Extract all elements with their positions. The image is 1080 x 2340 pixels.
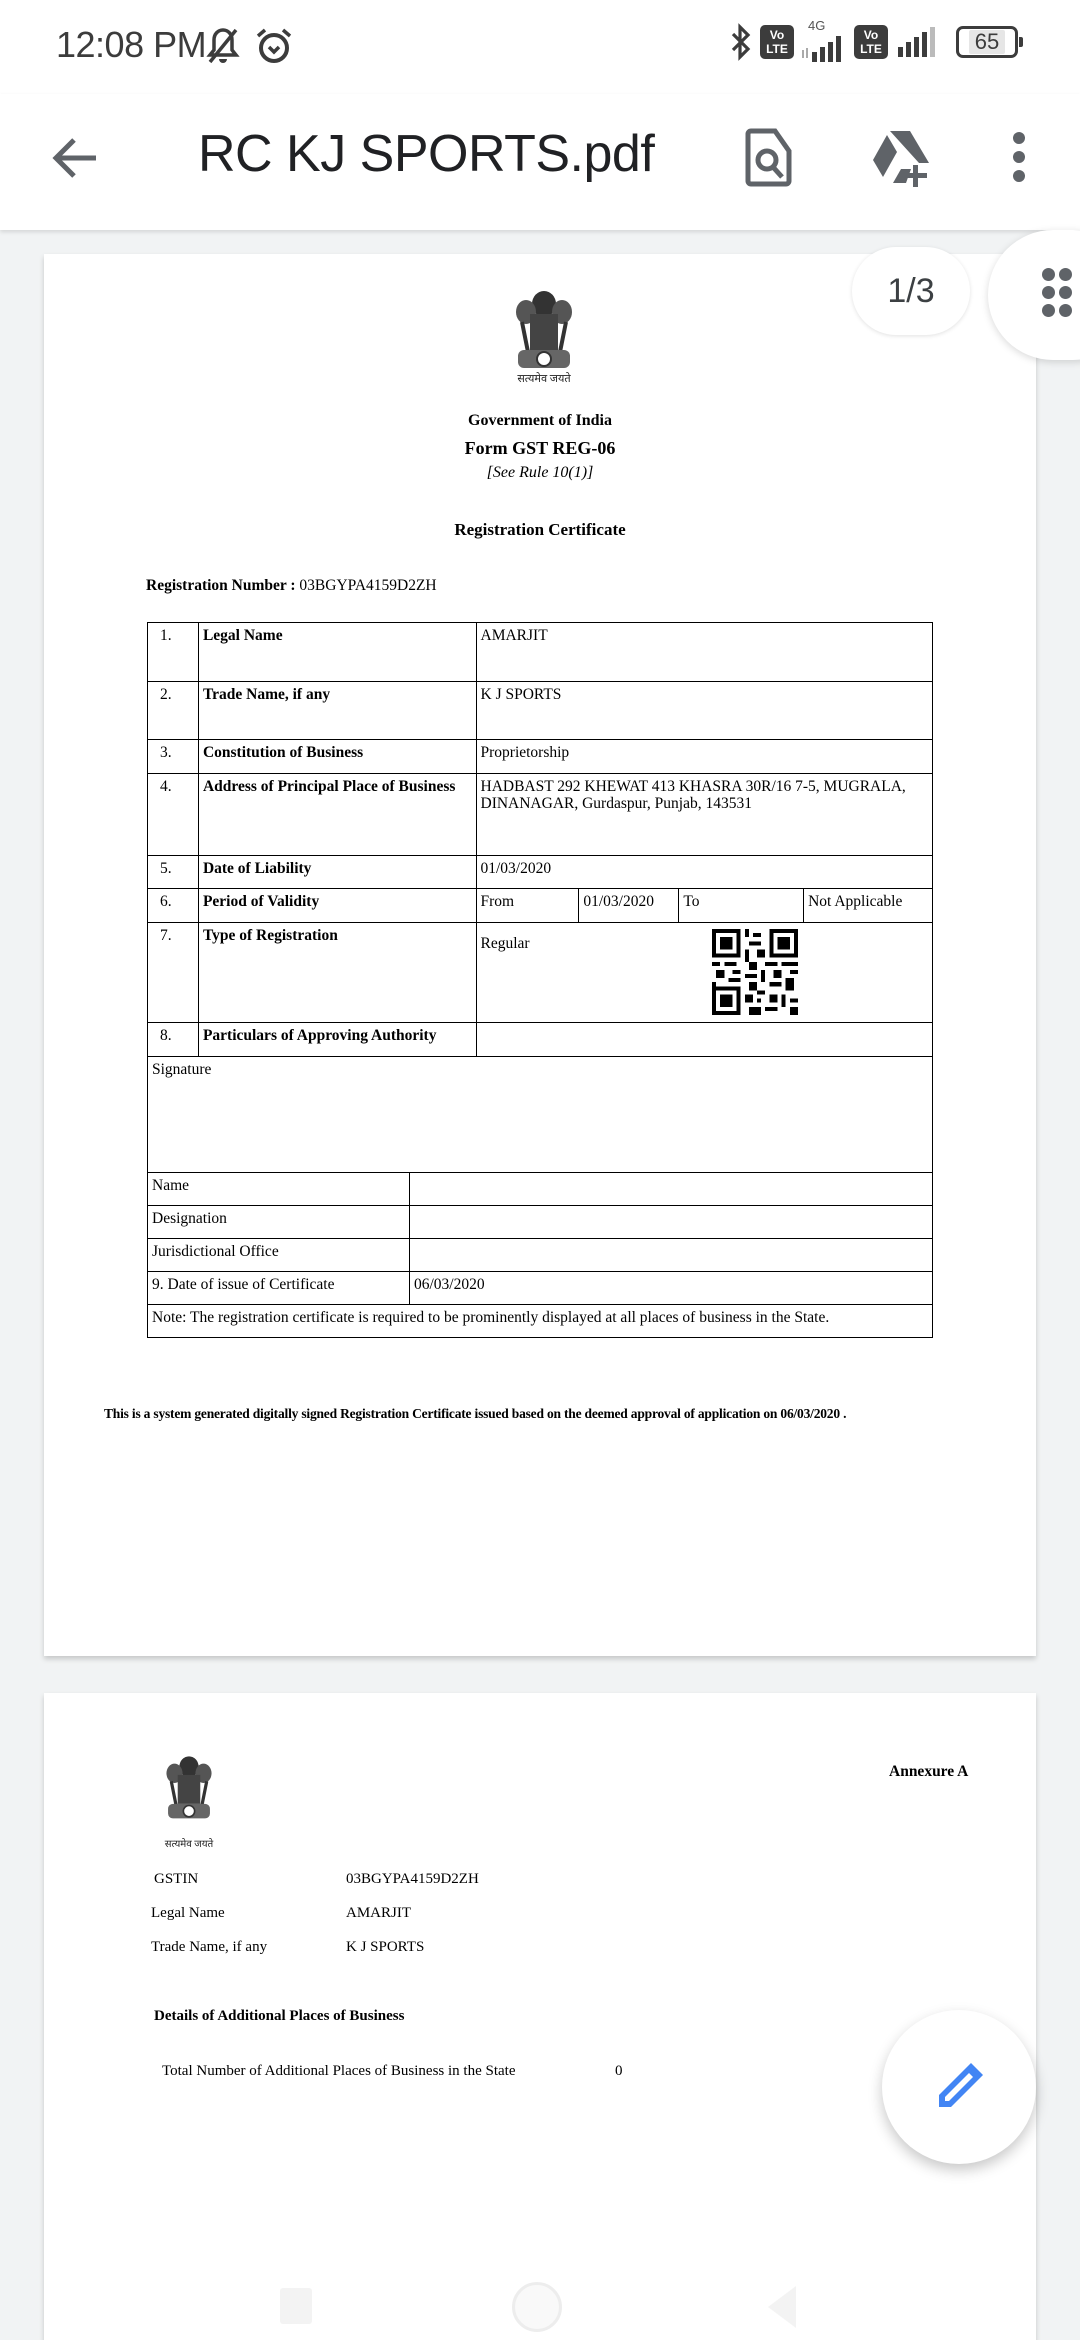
gstin-value: 03BGYPA4159D2ZH	[346, 1871, 479, 1887]
add-to-drive-button[interactable]	[866, 122, 936, 192]
volte-icon-2: Vo LTE	[854, 25, 888, 59]
battery-icon: 65	[956, 26, 1018, 58]
table-row: Designation	[148, 1206, 933, 1239]
drive-add-icon	[869, 127, 933, 187]
gstin-label: GSTIN	[154, 1871, 199, 1887]
signal-icon	[896, 27, 940, 57]
address-value: HADBAST 292 KHEWAT 413 KHASRA 30R/16 7-5, MUGRALA, DINANAGAR, Gurdaspur, Punjab, 143531	[476, 774, 933, 856]
page-indicator[interactable]: 1/3	[852, 247, 970, 335]
table-row: 7. Type of Registration Regular	[148, 923, 933, 1023]
table-row: 9. Date of issue of Certificate 06/03/2020	[148, 1272, 933, 1305]
national-emblem-icon	[508, 284, 580, 384]
table-row: 3. Constitution of Business Proprietorship	[148, 740, 933, 774]
table-row: Jurisdictional Office	[148, 1239, 933, 1272]
status-time: 12:08 PM	[56, 24, 207, 65]
additional-places-heading: Details of Additional Places of Business	[154, 2008, 405, 2024]
qr-code-icon	[712, 929, 798, 1015]
table-row: 6. Period of Validity From 01/03/2020 To Not Applicable	[148, 889, 933, 923]
table-row: 5. Date of Liability 01/03/2020	[148, 856, 933, 889]
emblem-motto: सत्यमेव जयते	[164, 1839, 214, 1850]
note-row	[148, 1305, 933, 1338]
registration-number-value: 03BGYPA4159D2ZH	[299, 577, 437, 594]
trade-name-value: K J SPORTS	[476, 682, 933, 740]
annexure-heading: Annexure A	[889, 1763, 969, 1780]
table-row: 8. Particulars of Approving Authority	[148, 1023, 933, 1057]
system-generated-footer: This is a system generated digitally signed Registration Certificate issued based on the deemed approval of application on 06/03/2020 .	[104, 1406, 847, 1421]
status-bar	[0, 0, 1080, 94]
table-row: 4. Address of Principal Place of Business HADBAST 292 KHEWAT 413 KHASRA 30R/16 7-5, MUGRALA, DINANAGAR, Gurdaspur, Punjab, 143531	[148, 774, 933, 856]
signature-row	[148, 1057, 933, 1173]
total-places-label: Total Number of Additional Places of Business in the State	[162, 2063, 516, 2079]
form-heading: Form GST REG-06	[464, 438, 616, 458]
validity-to-value: Not Applicable	[804, 889, 933, 923]
find-in-document-button[interactable]	[735, 122, 805, 192]
signature-label: Signature	[148, 1057, 933, 1173]
more-options-button[interactable]	[984, 122, 1054, 192]
constitution-value: Proprietorship	[476, 740, 933, 774]
registration-number	[146, 577, 437, 595]
table-row: 2. Trade Name, if any K J SPORTS	[148, 682, 933, 740]
trade-name-label: Trade Name, if any	[151, 1939, 268, 1955]
grid-view-icon	[1042, 268, 1072, 318]
trade-name-value: K J SPORTS	[346, 1939, 425, 1955]
table-row: 1. Legal Name AMARJIT	[148, 623, 933, 682]
date-of-liability-value: 01/03/2020	[476, 856, 933, 889]
find-in-page-icon	[745, 127, 795, 187]
legal-name-value: AMARJIT	[346, 1905, 412, 1921]
government-heading: Government of India	[468, 412, 612, 429]
back-nav-button[interactable]	[766, 2286, 796, 2328]
signal-4g-icon: 4G	[802, 22, 846, 62]
certificate-heading: Registration Certificate	[454, 520, 626, 539]
system-navigation-bar	[0, 2230, 1080, 2340]
validity-from-value: 01/03/2020	[579, 889, 679, 923]
recents-button[interactable]	[280, 2288, 312, 2324]
arrow-back-icon	[46, 128, 106, 188]
edit-pencil-icon	[929, 2057, 989, 2117]
document-title: RC KJ SPORTS.pdf	[198, 125, 655, 183]
rule-reference: [See Rule 10(1)]	[486, 464, 594, 481]
legal-name-label: Legal Name	[151, 1905, 225, 1921]
app-bar	[0, 94, 1080, 230]
date-of-issue-value: 06/03/2020	[410, 1272, 933, 1305]
emblem-motto: सत्यमेव जयते	[517, 373, 571, 385]
back-button[interactable]	[46, 128, 106, 188]
total-places-value: 0	[615, 2063, 623, 2079]
bell-off-icon	[206, 26, 240, 66]
alarm-icon	[254, 26, 294, 66]
more-vert-icon	[1011, 130, 1027, 184]
edit-fab-button[interactable]	[882, 2010, 1036, 2164]
status-icons	[730, 18, 1018, 62]
authority-table	[147, 1056, 933, 1338]
home-button[interactable]	[512, 2282, 562, 2332]
display-note: Note: The registration certificate is required to be prominently displayed at all places of business in the State.	[148, 1305, 933, 1338]
table-row: Name	[148, 1173, 933, 1206]
volte-icon: Vo LTE	[760, 25, 794, 59]
legal-name-value: AMARJIT	[476, 623, 933, 682]
national-emblem-icon	[160, 1749, 218, 1833]
certificate-table	[147, 622, 933, 1057]
pdf-page-1	[44, 254, 1036, 1656]
registration-type-value: Regular	[480, 935, 530, 952]
registration-number-label: Registration Number :	[146, 577, 296, 594]
bluetooth-icon	[730, 22, 752, 62]
